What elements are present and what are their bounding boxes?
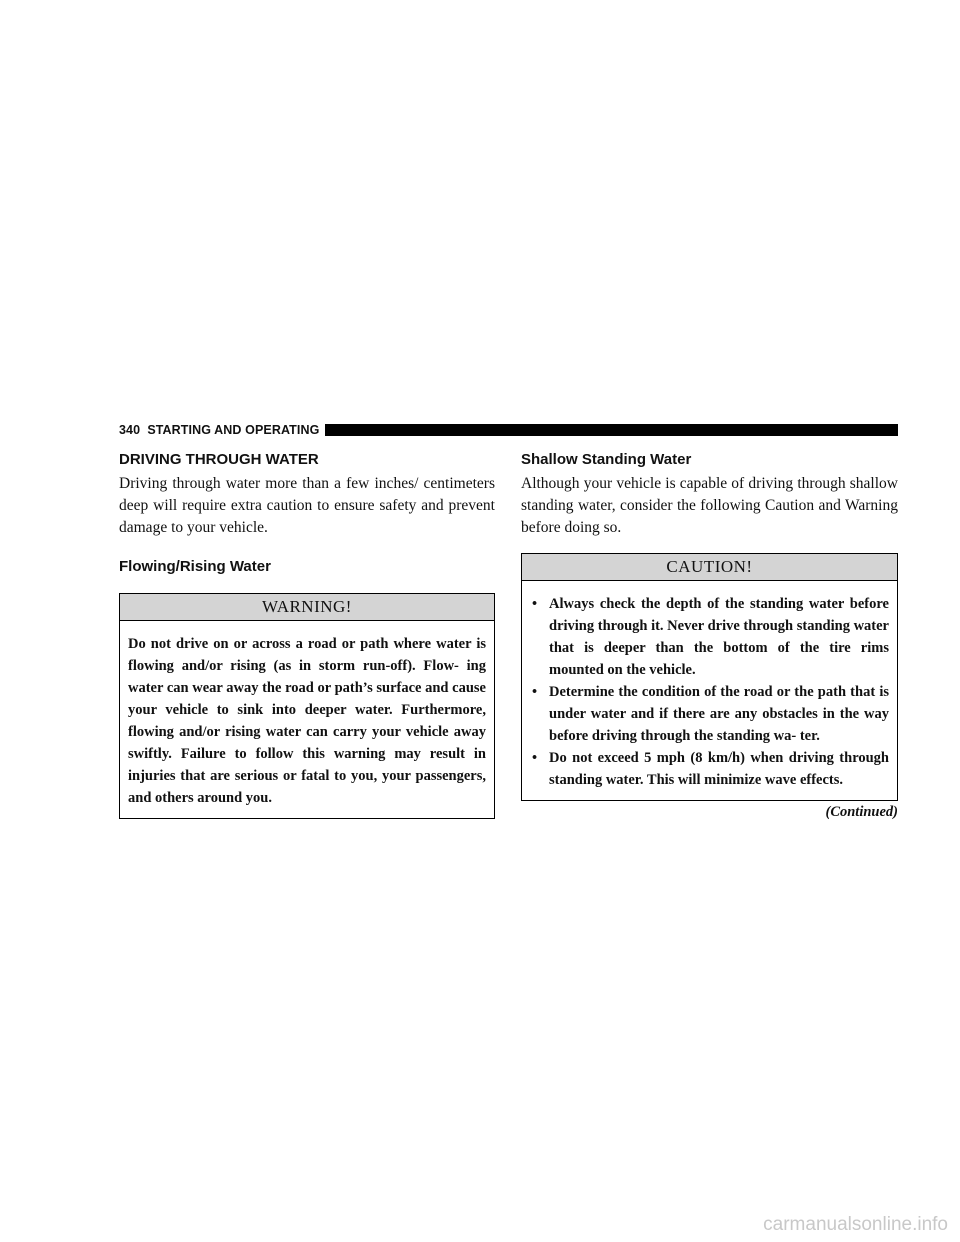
caution-bullet — [532, 681, 889, 747]
subheading-flowing-water: Flowing/Rising Water — [119, 558, 271, 575]
caution-box — [521, 553, 898, 801]
caution-bullet-text: Do not exceed 5 mph (8 km/h) when driving through standing water. This will minimize wave effects. — [549, 750, 889, 788]
caution-bullet — [532, 593, 889, 681]
bullet-glyph: • — [532, 750, 538, 766]
watermark: carmanualsonline.info — [763, 1214, 948, 1235]
warning-body: Do not drive on or across a road or path where water is flowing and/or rising (as in storm run-off). Flow- ing water can wear away the road or path’s surface and cause your vehicle to sink into deeper water. Furthermore, flowing and/or rising water can carry your vehicle away swiftly. Failure to follow this warning may result in injuries that are serious or fatal to you, your passengers, and others around you. — [128, 636, 486, 806]
caution-title: CAUTION! — [522, 554, 897, 581]
section-heading: DRIVING THROUGH WATER — [119, 451, 319, 468]
right-column — [521, 450, 898, 822]
caution-bullet — [532, 747, 889, 791]
continued-note: (Continued) — [825, 804, 898, 820]
section-title: STARTING AND OPERATING — [147, 423, 320, 437]
bullet-glyph: • — [532, 596, 538, 612]
warning-box — [119, 593, 495, 819]
page-header — [119, 423, 898, 437]
intro-paragraph: Driving through water more than a few inches/ centimeters deep will require extra caution to ensure safety and prevent damage to your vehicle. — [119, 475, 495, 536]
caution-body — [522, 581, 897, 800]
caution-bullet-text: Determine the condition of the road or the path that is under water and if there are any obstacles in the way before driving through the standing wa- ter. — [549, 684, 889, 744]
header-rule — [325, 424, 898, 436]
page-header-text — [119, 423, 319, 437]
shallow-water-paragraph: Although your vehicle is capable of driving through shallow standing water, consider the following Caution and Warning before doing so. — [521, 475, 898, 536]
subheading-shallow-water: Shallow Standing Water — [521, 451, 692, 468]
left-column — [119, 450, 495, 819]
warning-title: WARNING! — [120, 594, 494, 621]
page-number: 340 — [119, 423, 141, 437]
caution-bullet-text: Always check the depth of the standing water before driving through it. Never drive through standing water that is deeper than the bottom of the tire rims mounted on the vehicle. — [549, 596, 889, 678]
bullet-glyph: • — [532, 684, 538, 700]
